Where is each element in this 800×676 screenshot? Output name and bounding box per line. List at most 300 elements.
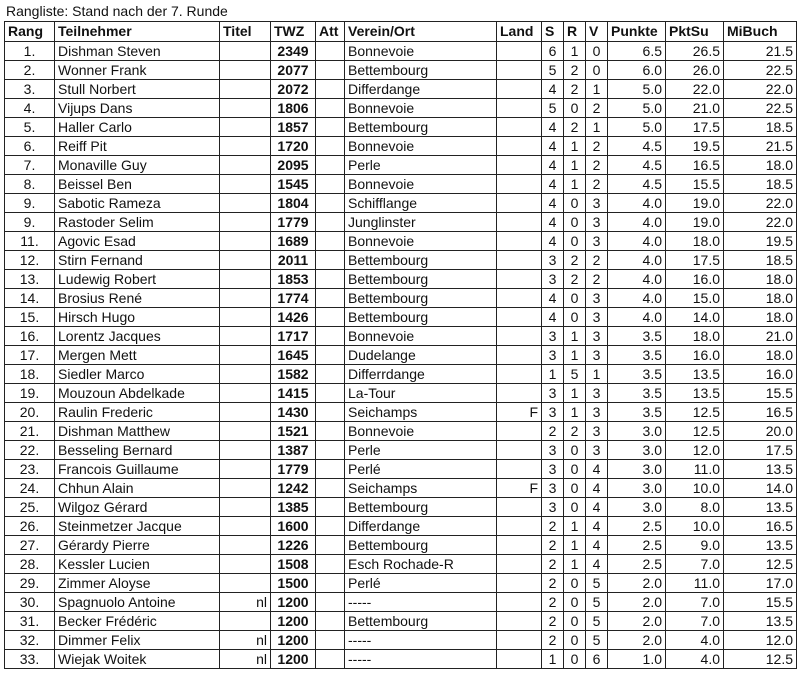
cell-r: 0	[564, 498, 586, 517]
table-row	[5, 289, 797, 308]
cell-mibuch: 18.0	[724, 156, 797, 175]
cell-v: 5	[586, 631, 608, 650]
cell-rang: 4.	[5, 99, 55, 118]
cell-r: 0	[564, 441, 586, 460]
cell-r: 0	[564, 232, 586, 251]
cell-mibuch: 19.5	[724, 232, 797, 251]
cell-r: 0	[564, 631, 586, 650]
table-row	[5, 213, 797, 232]
cell-verein: Differrdange	[345, 365, 497, 384]
cell-punkte: 2.0	[608, 612, 666, 631]
cell-verein: Bonnevoie	[345, 42, 497, 61]
cell-twz: 2072	[271, 80, 316, 99]
cell-mibuch: 16.0	[724, 365, 797, 384]
cell-rang: 33.	[5, 650, 55, 669]
cell-s: 4	[542, 213, 564, 232]
cell-v: 2	[586, 137, 608, 156]
cell-titel	[220, 194, 271, 213]
cell-pktsu: 12.5	[666, 403, 724, 422]
cell-titel	[220, 365, 271, 384]
cell-rang: 21.	[5, 422, 55, 441]
cell-mibuch: 17.5	[724, 441, 797, 460]
cell-s: 4	[542, 118, 564, 137]
cell-pktsu: 11.0	[666, 574, 724, 593]
cell-pktsu: 17.5	[666, 118, 724, 137]
table-row	[5, 574, 797, 593]
cell-land	[497, 232, 542, 251]
cell-r: 0	[564, 650, 586, 669]
cell-verein: Esch Rochade-R	[345, 555, 497, 574]
cell-twz: 2095	[271, 156, 316, 175]
table-row	[5, 232, 797, 251]
cell-s: 2	[542, 422, 564, 441]
cell-pktsu: 10.0	[666, 517, 724, 536]
cell-titel: nl	[220, 650, 271, 669]
cell-r: 2	[564, 422, 586, 441]
cell-twz: 1779	[271, 213, 316, 232]
table-row	[5, 99, 797, 118]
cell-verein: Bettembourg	[345, 498, 497, 517]
cell-v: 5	[586, 593, 608, 612]
cell-v: 3	[586, 422, 608, 441]
cell-att	[316, 631, 345, 650]
cell-rang: 17.	[5, 346, 55, 365]
standings-body	[5, 42, 797, 669]
cell-verein: Bettembourg	[345, 289, 497, 308]
cell-rang: 7.	[5, 156, 55, 175]
cell-name: Wilgoz Gérard	[55, 498, 220, 517]
cell-titel	[220, 118, 271, 137]
cell-verein: Seichamps	[345, 403, 497, 422]
cell-land	[497, 536, 542, 555]
cell-pktsu: 15.0	[666, 289, 724, 308]
table-row	[5, 498, 797, 517]
cell-mibuch: 22.0	[724, 213, 797, 232]
cell-verein: Dudelange	[345, 346, 497, 365]
cell-rang: 16.	[5, 327, 55, 346]
cell-twz: 1226	[271, 536, 316, 555]
cell-titel	[220, 80, 271, 99]
cell-twz: 1779	[271, 460, 316, 479]
cell-land: F	[497, 403, 542, 422]
cell-titel	[220, 175, 271, 194]
cell-mibuch: 14.0	[724, 479, 797, 498]
cell-att	[316, 289, 345, 308]
cell-s: 4	[542, 80, 564, 99]
cell-twz: 1521	[271, 422, 316, 441]
table-row	[5, 555, 797, 574]
cell-twz: 1387	[271, 441, 316, 460]
cell-s: 4	[542, 137, 564, 156]
table-row	[5, 251, 797, 270]
cell-twz: 1430	[271, 403, 316, 422]
cell-name: Agovic Esad	[55, 232, 220, 251]
cell-verein: Bonnevoie	[345, 327, 497, 346]
cell-verein: -----	[345, 593, 497, 612]
cell-punkte: 2.0	[608, 631, 666, 650]
cell-twz: 1200	[271, 612, 316, 631]
table-row	[5, 460, 797, 479]
cell-titel	[220, 346, 271, 365]
cell-land	[497, 498, 542, 517]
cell-twz: 1426	[271, 308, 316, 327]
cell-r: 5	[564, 365, 586, 384]
cell-att	[316, 232, 345, 251]
cell-v: 3	[586, 213, 608, 232]
cell-s: 4	[542, 175, 564, 194]
cell-land	[497, 460, 542, 479]
cell-s: 3	[542, 498, 564, 517]
table-row	[5, 118, 797, 137]
cell-land	[497, 270, 542, 289]
cell-v: 1	[586, 118, 608, 137]
cell-pktsu: 22.0	[666, 80, 724, 99]
cell-twz: 1200	[271, 650, 316, 669]
cell-name: Dimmer Felix	[55, 631, 220, 650]
cell-pktsu: 9.0	[666, 536, 724, 555]
cell-mibuch: 18.5	[724, 251, 797, 270]
cell-rang: 22.	[5, 441, 55, 460]
cell-name: Rastoder Selim	[55, 213, 220, 232]
cell-land	[497, 631, 542, 650]
cell-name: Besseling Bernard	[55, 441, 220, 460]
cell-verein: -----	[345, 631, 497, 650]
cell-rang: 23.	[5, 460, 55, 479]
table-row	[5, 365, 797, 384]
cell-verein: Bettembourg	[345, 536, 497, 555]
cell-titel	[220, 384, 271, 403]
cell-verein: La-Tour	[345, 384, 497, 403]
cell-name: Spagnuolo Antoine	[55, 593, 220, 612]
cell-v: 4	[586, 479, 608, 498]
cell-v: 5	[586, 574, 608, 593]
cell-s: 3	[542, 460, 564, 479]
cell-punkte: 4.0	[608, 289, 666, 308]
cell-mibuch: 18.5	[724, 175, 797, 194]
cell-titel	[220, 555, 271, 574]
table-row	[5, 270, 797, 289]
cell-v: 4	[586, 517, 608, 536]
cell-att	[316, 536, 345, 555]
cell-name: Stull Norbert	[55, 80, 220, 99]
cell-att	[316, 308, 345, 327]
cell-verein: -----	[345, 650, 497, 669]
cell-s: 3	[542, 346, 564, 365]
cell-titel	[220, 289, 271, 308]
cell-name: Gérardy Pierre	[55, 536, 220, 555]
cell-rang: 31.	[5, 612, 55, 631]
cell-name: Vijups Dans	[55, 99, 220, 118]
cell-v: 3	[586, 346, 608, 365]
cell-mibuch: 18.0	[724, 270, 797, 289]
cell-v: 3	[586, 289, 608, 308]
cell-rang: 19.	[5, 384, 55, 403]
cell-r: 1	[564, 42, 586, 61]
cell-rang: 30.	[5, 593, 55, 612]
cell-titel	[220, 213, 271, 232]
cell-punkte: 3.5	[608, 365, 666, 384]
cell-punkte: 4.0	[608, 232, 666, 251]
cell-titel	[220, 270, 271, 289]
cell-v: 5	[586, 612, 608, 631]
cell-twz: 2349	[271, 42, 316, 61]
cell-punkte: 2.0	[608, 593, 666, 612]
cell-name: Reiff Pit	[55, 137, 220, 156]
cell-punkte: 2.5	[608, 517, 666, 536]
cell-pktsu: 12.5	[666, 422, 724, 441]
cell-pktsu: 19.5	[666, 137, 724, 156]
cell-v: 2	[586, 270, 608, 289]
cell-twz: 1806	[271, 99, 316, 118]
cell-twz: 1385	[271, 498, 316, 517]
cell-att	[316, 555, 345, 574]
standings-caption: Rangliste: Stand nach der 7. Runde	[6, 3, 228, 19]
cell-r: 1	[564, 156, 586, 175]
cell-name: Chhun Alain	[55, 479, 220, 498]
cell-att	[316, 422, 345, 441]
table-row	[5, 137, 797, 156]
cell-s: 3	[542, 251, 564, 270]
cell-r: 2	[564, 61, 586, 80]
cell-pktsu: 4.0	[666, 631, 724, 650]
cell-r: 1	[564, 175, 586, 194]
cell-v: 3	[586, 403, 608, 422]
col-header-titel: Titel	[220, 22, 271, 42]
cell-att	[316, 156, 345, 175]
cell-att	[316, 498, 345, 517]
cell-land	[497, 384, 542, 403]
cell-rang: 9.	[5, 194, 55, 213]
cell-titel	[220, 42, 271, 61]
cell-r: 1	[564, 327, 586, 346]
cell-mibuch: 16.5	[724, 403, 797, 422]
cell-punkte: 4.0	[608, 194, 666, 213]
cell-att	[316, 384, 345, 403]
cell-verein: Bonnevoie	[345, 175, 497, 194]
cell-s: 6	[542, 42, 564, 61]
table-row	[5, 42, 797, 61]
standings-table	[4, 21, 797, 669]
table-row	[5, 327, 797, 346]
cell-r: 0	[564, 460, 586, 479]
cell-verein: Bonnevoie	[345, 422, 497, 441]
cell-r: 2	[564, 270, 586, 289]
cell-s: 4	[542, 289, 564, 308]
cell-titel	[220, 460, 271, 479]
cell-punkte: 4.0	[608, 308, 666, 327]
col-header-mibuch: MiBuch	[724, 22, 797, 42]
cell-rang: 29.	[5, 574, 55, 593]
cell-twz: 1582	[271, 365, 316, 384]
cell-s: 4	[542, 194, 564, 213]
cell-s: 2	[542, 574, 564, 593]
cell-mibuch: 12.5	[724, 555, 797, 574]
cell-punkte: 5.0	[608, 99, 666, 118]
cell-mibuch: 18.5	[724, 118, 797, 137]
cell-punkte: 6.5	[608, 42, 666, 61]
cell-s: 5	[542, 99, 564, 118]
cell-v: 1	[586, 365, 608, 384]
cell-pktsu: 7.0	[666, 612, 724, 631]
col-header-att: Att	[316, 22, 345, 42]
cell-pktsu: 19.0	[666, 213, 724, 232]
table-row	[5, 194, 797, 213]
cell-titel	[220, 479, 271, 498]
cell-twz: 1242	[271, 479, 316, 498]
cell-pktsu: 7.0	[666, 593, 724, 612]
cell-r: 0	[564, 213, 586, 232]
cell-titel	[220, 156, 271, 175]
cell-s: 2	[542, 536, 564, 555]
table-row	[5, 612, 797, 631]
cell-att	[316, 650, 345, 669]
cell-land	[497, 308, 542, 327]
cell-name: Wonner Frank	[55, 61, 220, 80]
cell-name: Mouzoun Abdelkade	[55, 384, 220, 403]
cell-s: 1	[542, 650, 564, 669]
table-row	[5, 517, 797, 536]
cell-land	[497, 175, 542, 194]
cell-titel	[220, 232, 271, 251]
cell-pktsu: 16.0	[666, 346, 724, 365]
cell-att	[316, 137, 345, 156]
cell-twz: 1645	[271, 346, 316, 365]
cell-name: Sabotic Rameza	[55, 194, 220, 213]
cell-v: 3	[586, 194, 608, 213]
cell-mibuch: 17.0	[724, 574, 797, 593]
cell-name: Stirn Fernand	[55, 251, 220, 270]
cell-v: 3	[586, 327, 608, 346]
cell-att	[316, 612, 345, 631]
cell-mibuch: 15.5	[724, 384, 797, 403]
cell-r: 0	[564, 612, 586, 631]
cell-pktsu: 26.0	[666, 61, 724, 80]
cell-s: 2	[542, 555, 564, 574]
cell-pktsu: 14.0	[666, 308, 724, 327]
table-row	[5, 80, 797, 99]
cell-s: 2	[542, 612, 564, 631]
cell-name: Hirsch Hugo	[55, 308, 220, 327]
cell-mibuch: 20.0	[724, 422, 797, 441]
cell-land	[497, 156, 542, 175]
cell-verein: Bettembourg	[345, 118, 497, 137]
cell-name: Raulin Frederic	[55, 403, 220, 422]
table-row	[5, 308, 797, 327]
cell-titel: nl	[220, 631, 271, 650]
cell-punkte: 4.0	[608, 270, 666, 289]
col-header-rang: Rang	[5, 22, 55, 42]
cell-titel	[220, 61, 271, 80]
table-row	[5, 479, 797, 498]
cell-att	[316, 460, 345, 479]
cell-s: 3	[542, 327, 564, 346]
cell-land	[497, 251, 542, 270]
cell-land	[497, 612, 542, 631]
cell-v: 3	[586, 308, 608, 327]
cell-punkte: 3.5	[608, 327, 666, 346]
cell-rang: 15.	[5, 308, 55, 327]
cell-punkte: 3.0	[608, 460, 666, 479]
cell-verein: Bettembourg	[345, 270, 497, 289]
cell-name: Steinmetzer Jacque	[55, 517, 220, 536]
cell-r: 0	[564, 479, 586, 498]
cell-rang: 26.	[5, 517, 55, 536]
cell-att	[316, 118, 345, 137]
cell-mibuch: 18.0	[724, 289, 797, 308]
cell-pktsu: 16.0	[666, 270, 724, 289]
cell-punkte: 3.0	[608, 498, 666, 517]
cell-land	[497, 61, 542, 80]
cell-v: 1	[586, 80, 608, 99]
cell-s: 4	[542, 156, 564, 175]
cell-mibuch: 13.5	[724, 612, 797, 631]
table-row	[5, 346, 797, 365]
cell-att	[316, 42, 345, 61]
cell-pktsu: 10.0	[666, 479, 724, 498]
cell-v: 2	[586, 251, 608, 270]
cell-mibuch: 13.5	[724, 536, 797, 555]
cell-punkte: 1.0	[608, 650, 666, 669]
cell-mibuch: 21.5	[724, 42, 797, 61]
cell-punkte: 5.0	[608, 80, 666, 99]
cell-twz: 1508	[271, 555, 316, 574]
cell-punkte: 2.0	[608, 574, 666, 593]
cell-rang: 11.	[5, 232, 55, 251]
cell-rang: 1.	[5, 42, 55, 61]
cell-land	[497, 327, 542, 346]
cell-verein: Bonnevoie	[345, 99, 497, 118]
cell-punkte: 2.5	[608, 536, 666, 555]
cell-rang: 13.	[5, 270, 55, 289]
cell-land: F	[497, 479, 542, 498]
cell-att	[316, 479, 345, 498]
cell-punkte: 3.5	[608, 346, 666, 365]
col-header-land: Land	[497, 22, 542, 42]
cell-r: 1	[564, 137, 586, 156]
cell-titel	[220, 612, 271, 631]
cell-rang: 20.	[5, 403, 55, 422]
cell-land	[497, 42, 542, 61]
col-header-r: R	[564, 22, 586, 42]
cell-s: 3	[542, 479, 564, 498]
cell-land	[497, 517, 542, 536]
col-header-twz: TWZ	[271, 22, 316, 42]
table-row	[5, 593, 797, 612]
cell-att	[316, 213, 345, 232]
cell-twz: 1717	[271, 327, 316, 346]
cell-rang: 12.	[5, 251, 55, 270]
cell-verein: Differdange	[345, 80, 497, 99]
cell-mibuch: 22.5	[724, 99, 797, 118]
cell-name: Francois Guillaume	[55, 460, 220, 479]
cell-v: 4	[586, 498, 608, 517]
cell-r: 0	[564, 289, 586, 308]
cell-att	[316, 99, 345, 118]
cell-punkte: 3.0	[608, 422, 666, 441]
cell-punkte: 4.5	[608, 175, 666, 194]
cell-verein: Bettembourg	[345, 308, 497, 327]
cell-verein: Bettembourg	[345, 612, 497, 631]
cell-land	[497, 289, 542, 308]
cell-r: 0	[564, 99, 586, 118]
cell-punkte: 3.5	[608, 384, 666, 403]
cell-pktsu: 7.0	[666, 555, 724, 574]
col-header-pktsu: PktSu	[666, 22, 724, 42]
cell-verein: Perlé	[345, 460, 497, 479]
cell-rang: 32.	[5, 631, 55, 650]
cell-verein: Perle	[345, 156, 497, 175]
cell-rang: 8.	[5, 175, 55, 194]
